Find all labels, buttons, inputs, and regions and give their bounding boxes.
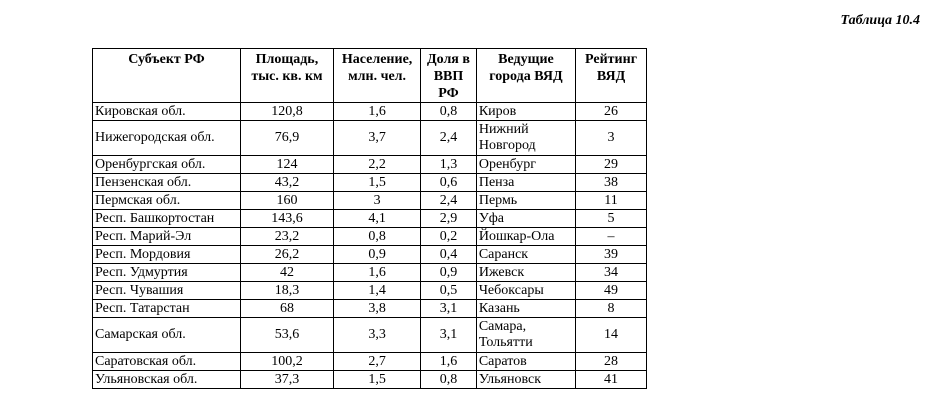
cell-rating: 41 bbox=[576, 371, 647, 389]
cell-area: 143,6 bbox=[240, 210, 333, 228]
cell-gdp-share: 3,1 bbox=[421, 318, 477, 353]
cell-population: 1,6 bbox=[334, 103, 421, 121]
cell-rating: 28 bbox=[576, 353, 647, 371]
cell-area: 26,2 bbox=[240, 246, 333, 264]
cell-area: 53,6 bbox=[240, 318, 333, 353]
cell-gdp-share: 0,8 bbox=[421, 103, 477, 121]
table-row bbox=[93, 210, 647, 228]
cell-subject: Респ. Башкортостан bbox=[93, 210, 241, 228]
cell-rating: 11 bbox=[576, 192, 647, 210]
cell-gdp-share: 0,9 bbox=[421, 264, 477, 282]
cell-cities: Ижевск bbox=[476, 264, 575, 282]
cell-area: 43,2 bbox=[240, 174, 333, 192]
cell-subject: Респ. Мордовия bbox=[93, 246, 241, 264]
cell-cities: Нижний Новгород bbox=[476, 121, 575, 156]
cell-rating: 39 bbox=[576, 246, 647, 264]
cell-rating: 34 bbox=[576, 264, 647, 282]
cell-area: 18,3 bbox=[240, 282, 333, 300]
cell-population: 0,8 bbox=[334, 228, 421, 246]
cell-gdp-share: 0,2 bbox=[421, 228, 477, 246]
cell-area: 37,3 bbox=[240, 371, 333, 389]
cell-gdp-share: 1,3 bbox=[421, 156, 477, 174]
cell-population: 2,7 bbox=[334, 353, 421, 371]
cell-rating: 26 bbox=[576, 103, 647, 121]
cell-cities: Йошкар-Ола bbox=[476, 228, 575, 246]
cell-population: 1,5 bbox=[334, 371, 421, 389]
table-row bbox=[93, 371, 647, 389]
cell-area: 68 bbox=[240, 300, 333, 318]
cell-population: 4,1 bbox=[334, 210, 421, 228]
cell-gdp-share: 0,8 bbox=[421, 371, 477, 389]
cell-rating: 8 bbox=[576, 300, 647, 318]
cell-gdp-share: 0,4 bbox=[421, 246, 477, 264]
cell-rating: – bbox=[576, 228, 647, 246]
cell-subject: Пензенская обл. bbox=[93, 174, 241, 192]
cell-cities: Пермь bbox=[476, 192, 575, 210]
cell-rating: 3 bbox=[576, 121, 647, 156]
cell-rating: 49 bbox=[576, 282, 647, 300]
cell-cities: Киров bbox=[476, 103, 575, 121]
cell-population: 3,8 bbox=[334, 300, 421, 318]
cell-area: 23,2 bbox=[240, 228, 333, 246]
cell-rating: 5 bbox=[576, 210, 647, 228]
cell-subject: Кировская обл. bbox=[93, 103, 241, 121]
cell-area: 120,8 bbox=[240, 103, 333, 121]
header-area: Площадь, тыс. кв. км bbox=[240, 49, 333, 103]
cell-cities: Чебоксары bbox=[476, 282, 575, 300]
header-cities: Ведущие города ВЯД bbox=[476, 49, 575, 103]
table-row bbox=[93, 121, 647, 156]
cell-gdp-share: 1,6 bbox=[421, 353, 477, 371]
cell-gdp-share: 0,6 bbox=[421, 174, 477, 192]
cell-gdp-share: 2,9 bbox=[421, 210, 477, 228]
cell-area: 76,9 bbox=[240, 121, 333, 156]
cell-subject: Респ. Татарстан bbox=[93, 300, 241, 318]
cell-gdp-share: 3,1 bbox=[421, 300, 477, 318]
cell-cities: Казань bbox=[476, 300, 575, 318]
cell-gdp-share: 2,4 bbox=[421, 192, 477, 210]
table-row bbox=[93, 246, 647, 264]
cell-area: 42 bbox=[240, 264, 333, 282]
table-row bbox=[93, 353, 647, 371]
cell-subject: Самарская обл. bbox=[93, 318, 241, 353]
cell-population: 3 bbox=[334, 192, 421, 210]
table-caption: Таблица 10.4 bbox=[840, 13, 920, 28]
cell-gdp-share: 2,4 bbox=[421, 121, 477, 156]
cell-population: 1,5 bbox=[334, 174, 421, 192]
cell-cities: Саратов bbox=[476, 353, 575, 371]
cell-cities: Ульяновск bbox=[476, 371, 575, 389]
cell-population: 3,3 bbox=[334, 318, 421, 353]
cell-cities: Саранск bbox=[476, 246, 575, 264]
cell-subject: Саратовская обл. bbox=[93, 353, 241, 371]
header-rating: Рейтинг ВЯД bbox=[576, 49, 647, 103]
cell-subject: Оренбургская обл. bbox=[93, 156, 241, 174]
cell-area: 160 bbox=[240, 192, 333, 210]
cell-subject: Респ. Марий-Эл bbox=[93, 228, 241, 246]
table-row bbox=[93, 156, 647, 174]
cell-cities: Самара, Тольятти bbox=[476, 318, 575, 353]
cell-population: 2,2 bbox=[334, 156, 421, 174]
header-population: Население, млн. чел. bbox=[334, 49, 421, 103]
cell-subject: Респ. Чувашия bbox=[93, 282, 241, 300]
cell-area: 124 bbox=[240, 156, 333, 174]
cell-rating: 14 bbox=[576, 318, 647, 353]
table-row bbox=[93, 264, 647, 282]
cell-gdp-share: 0,5 bbox=[421, 282, 477, 300]
cell-subject: Пермская обл. bbox=[93, 192, 241, 210]
cell-population: 0,9 bbox=[334, 246, 421, 264]
table-header-row bbox=[93, 49, 647, 103]
table-row bbox=[93, 282, 647, 300]
cell-population: 3,7 bbox=[334, 121, 421, 156]
table-row bbox=[93, 318, 647, 353]
table-row bbox=[93, 300, 647, 318]
cell-subject: Ульяновская обл. bbox=[93, 371, 241, 389]
table-row bbox=[93, 103, 647, 121]
cell-cities: Уфа bbox=[476, 210, 575, 228]
cell-area: 100,2 bbox=[240, 353, 333, 371]
table-row bbox=[93, 174, 647, 192]
cell-subject: Нижегородская обл. bbox=[93, 121, 241, 156]
cell-population: 1,4 bbox=[334, 282, 421, 300]
cell-cities: Пенза bbox=[476, 174, 575, 192]
cell-population: 1,6 bbox=[334, 264, 421, 282]
cell-cities: Оренбург bbox=[476, 156, 575, 174]
cell-subject: Респ. Удмуртия bbox=[93, 264, 241, 282]
header-gdp-share: Доля в ВВП РФ bbox=[421, 49, 477, 103]
table-row bbox=[93, 228, 647, 246]
header-subject: Субъект РФ bbox=[93, 49, 241, 103]
cell-rating: 29 bbox=[576, 156, 647, 174]
cell-rating: 38 bbox=[576, 174, 647, 192]
table-row bbox=[93, 192, 647, 210]
regions-table bbox=[92, 48, 647, 389]
